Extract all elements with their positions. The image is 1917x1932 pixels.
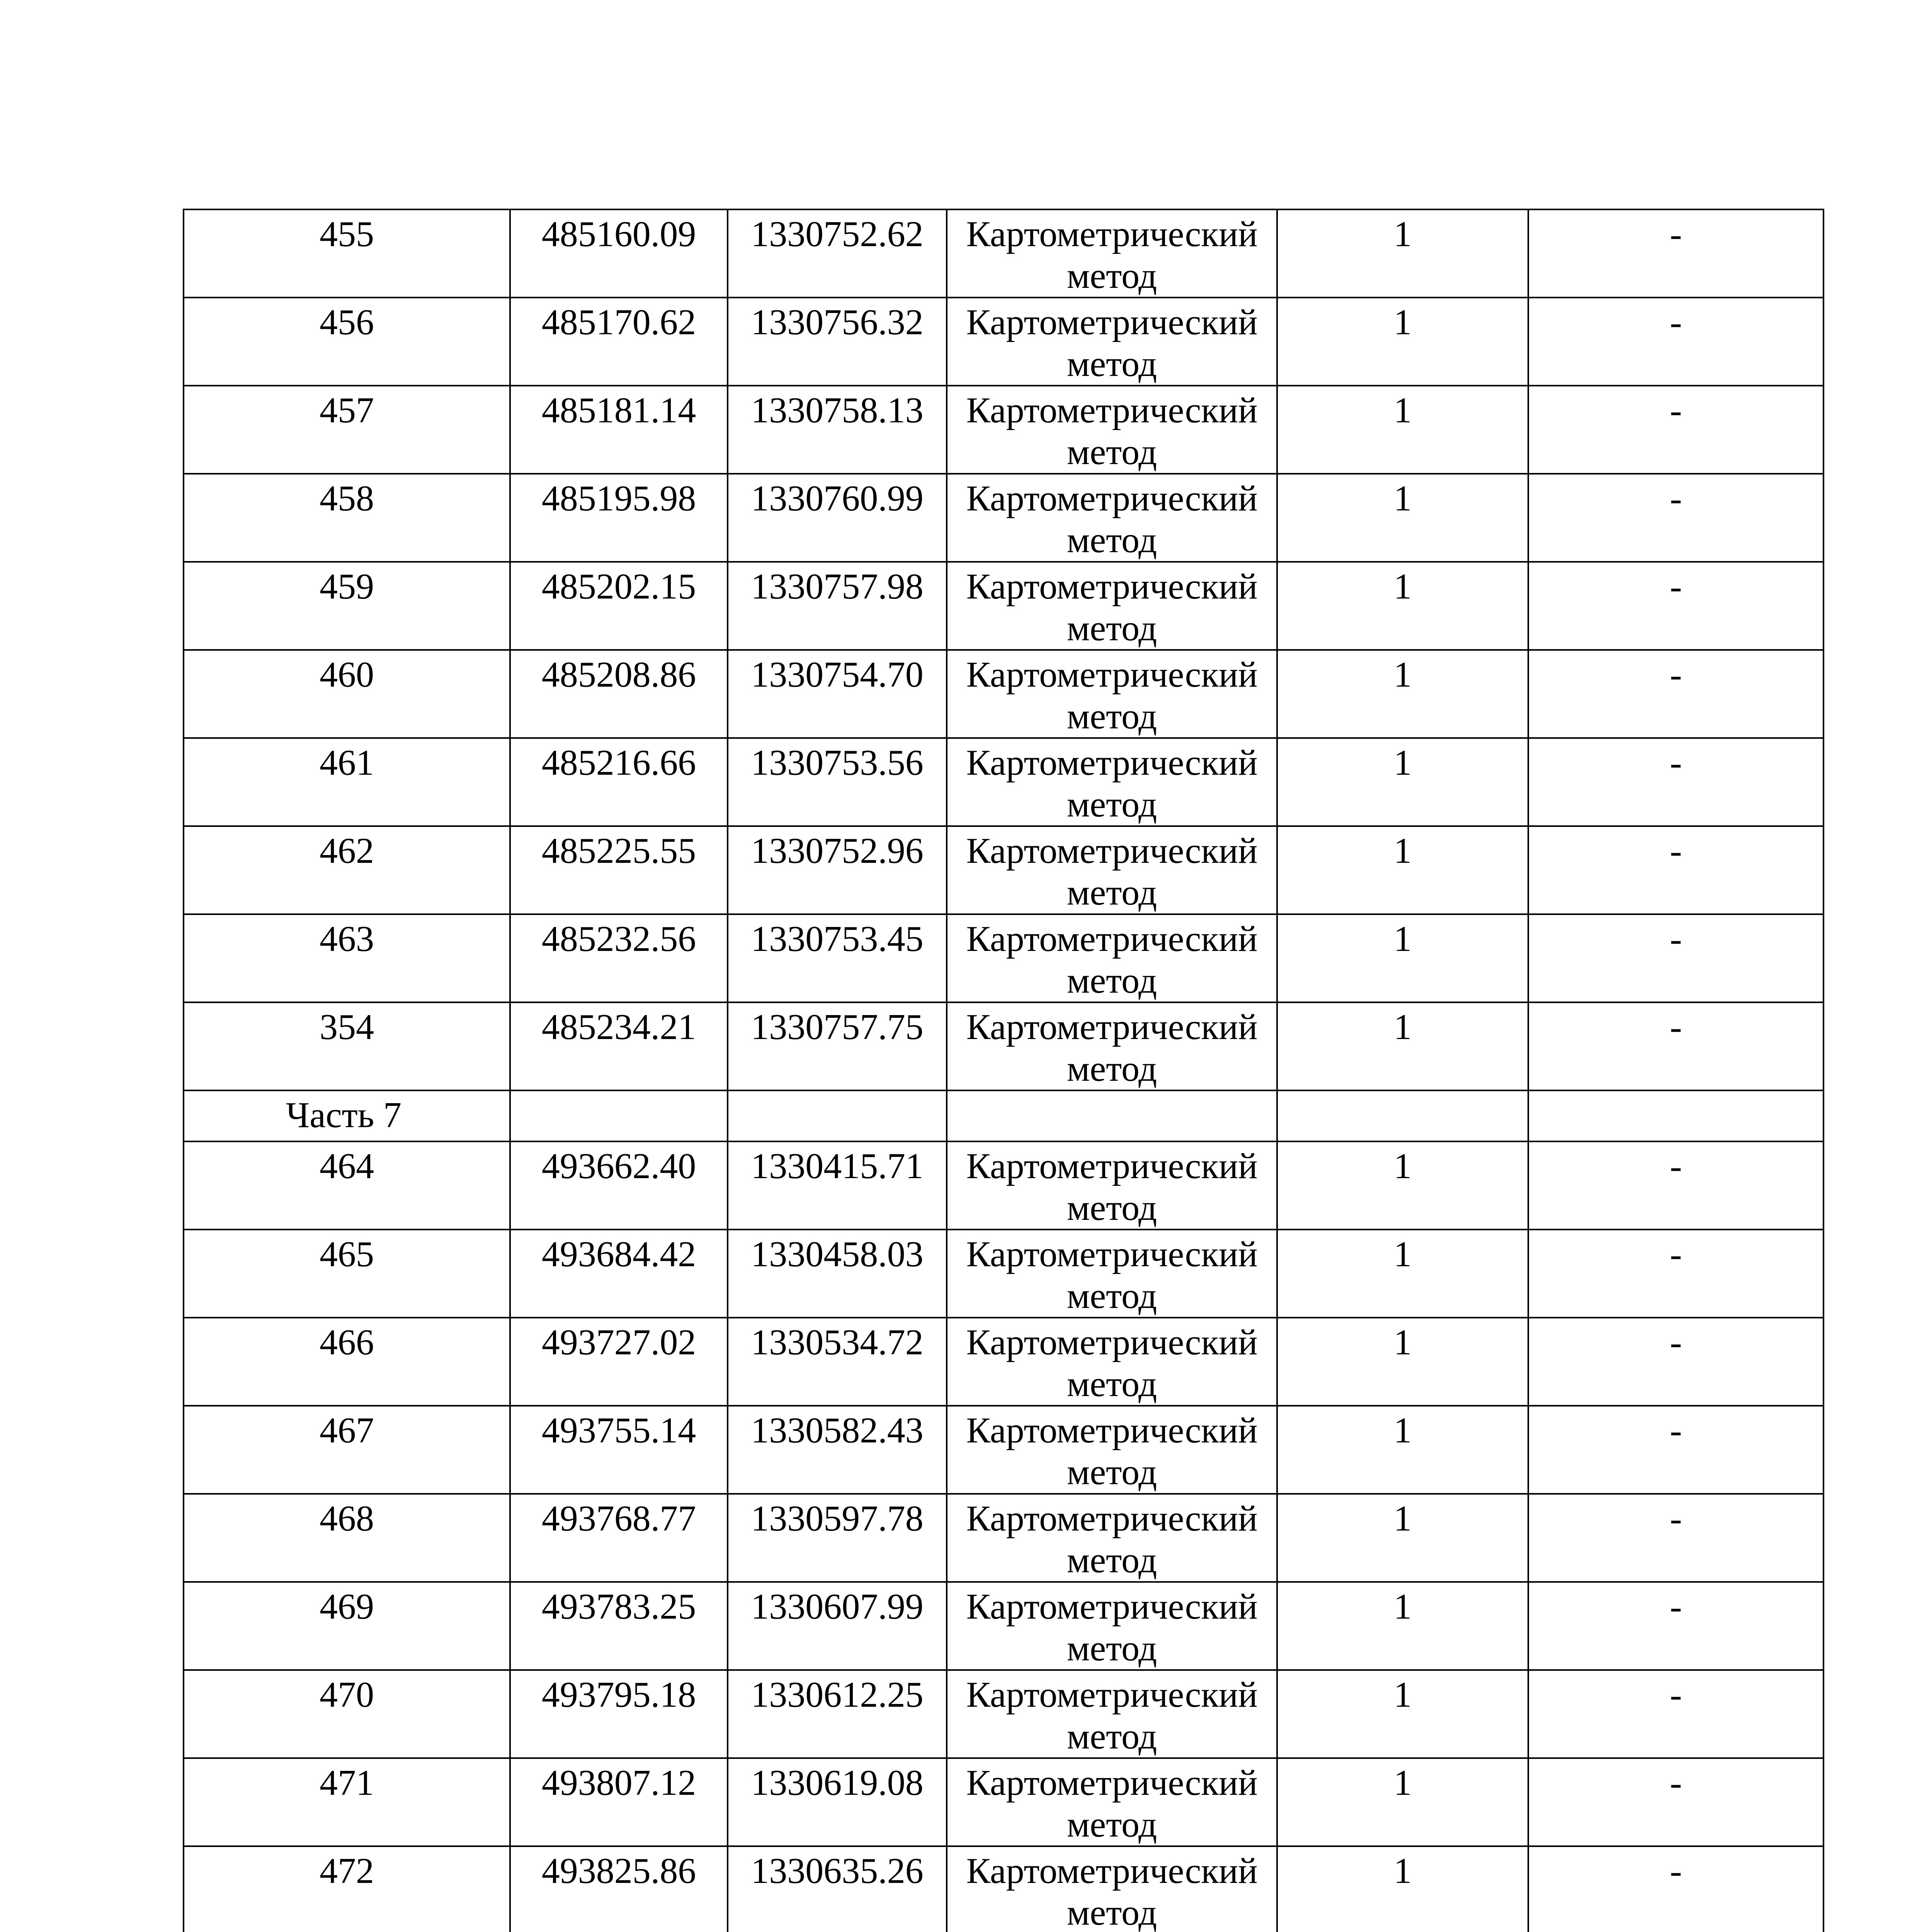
method-value: Картометрический метод [966,566,1258,648]
method-cell [947,1141,1277,1230]
point-number-cell [184,914,510,1002]
point-number-cell [184,1846,510,1932]
note-value: - [1670,302,1682,342]
point-number-cell [184,1406,510,1494]
x-coordinate-value: 493795.18 [541,1675,696,1715]
method-value: Картометрический метод [966,1146,1258,1228]
point-number-value: 354 [320,1007,374,1047]
table-row [184,1758,1823,1846]
point-number-cell [184,1582,510,1670]
method-cell [947,209,1277,298]
table-row [184,738,1823,826]
point-number-value: 467 [320,1410,374,1451]
point-number-cell [184,1758,510,1846]
point-number-value: 464 [320,1146,374,1186]
precision-value: 1 [1393,831,1412,871]
point-number-value: 463 [320,919,374,959]
precision-cell [1277,298,1528,386]
method-value: Картометрический метод [966,919,1258,1001]
table-row [184,1406,1823,1494]
method-cell [947,1002,1277,1090]
point-number-value: 456 [320,302,374,342]
note-value: - [1670,390,1682,430]
point-number-cell [184,1141,510,1230]
precision-cell [1277,562,1528,650]
y-coordinate-value: 1330752.96 [751,831,924,871]
note-cell [1528,1002,1823,1090]
table-row [184,826,1823,914]
point-number-value: 460 [320,655,374,695]
point-number-value: 472 [320,1851,374,1891]
note-value: - [1670,566,1682,607]
note-cell [1528,1406,1823,1494]
point-number-value: 470 [320,1675,374,1715]
precision-cell [1277,386,1528,474]
table-row [184,1318,1823,1406]
point-number-cell [184,474,510,562]
precision-value: 1 [1393,478,1412,519]
method-cell [947,1582,1277,1670]
coordinates-table [183,209,1824,1932]
x-coordinate-value: 485225.55 [541,831,696,871]
x-coordinate-cell [510,474,728,562]
precision-cell [1277,914,1528,1002]
x-coordinate-cell [510,1141,728,1230]
method-value: Картометрический метод [966,302,1258,384]
precision-cell [1277,1406,1528,1494]
note-value: - [1670,1007,1682,1047]
x-coordinate-cell [510,1582,728,1670]
x-coordinate-cell [510,209,728,298]
section-label-cell [184,1090,510,1141]
y-coordinate-cell [728,1582,947,1670]
x-coordinate-value: 493783.25 [541,1587,696,1627]
note-cell [1528,738,1823,826]
point-number-cell [184,1494,510,1582]
precision-cell [1277,209,1528,298]
x-coordinate-value: 493727.02 [541,1322,696,1362]
x-coordinate-value: 493807.12 [541,1763,696,1803]
y-coordinate-cell [728,1406,947,1494]
precision-value: 1 [1393,1410,1412,1451]
point-number-value: 458 [320,478,374,519]
x-coordinate-cell [510,738,728,826]
table-row [184,1670,1823,1758]
method-cell [947,1494,1277,1582]
method-value: Картометрический метод [966,1675,1258,1757]
y-coordinate-cell [728,1002,947,1090]
method-cell [947,474,1277,562]
note-value: - [1670,743,1682,783]
method-value: Картометрический метод [966,1498,1258,1580]
y-coordinate-value: 1330534.72 [751,1322,924,1362]
y-coordinate-cell [728,650,947,738]
method-cell [947,738,1277,826]
point-number-cell [184,1670,510,1758]
note-cell [1528,650,1823,738]
point-number-cell [184,298,510,386]
note-cell [1528,209,1823,298]
x-coordinate-cell [510,562,728,650]
empty-cell [1528,1090,1823,1141]
point-number-cell [184,1002,510,1090]
x-coordinate-value: 485208.86 [541,655,696,695]
x-coordinate-cell [510,1670,728,1758]
method-cell [947,298,1277,386]
x-coordinate-cell [510,1494,728,1582]
table-row [184,650,1823,738]
y-coordinate-cell [728,298,947,386]
y-coordinate-value: 1330612.25 [751,1675,924,1715]
y-coordinate-value: 1330753.45 [751,919,924,959]
x-coordinate-value: 493768.77 [541,1498,696,1539]
precision-cell [1277,738,1528,826]
point-number-value: 471 [320,1763,374,1803]
x-coordinate-cell [510,914,728,1002]
note-cell [1528,1670,1823,1758]
method-value: Картометрический метод [966,655,1258,736]
x-coordinate-cell [510,826,728,914]
note-cell [1528,914,1823,1002]
table-row [184,1494,1823,1582]
precision-value: 1 [1393,390,1412,430]
note-value: - [1670,1587,1682,1627]
method-value: Картометрический метод [966,1763,1258,1845]
empty-cell [510,1090,728,1141]
note-value: - [1670,1410,1682,1451]
method-value: Картометрический метод [966,1851,1258,1932]
note-value: - [1670,655,1682,695]
method-cell [947,650,1277,738]
table-row [184,562,1823,650]
x-coordinate-value: 485181.14 [541,390,696,430]
y-coordinate-cell [728,209,947,298]
y-coordinate-value: 1330753.56 [751,743,924,783]
table-row [184,209,1823,298]
precision-cell [1277,1002,1528,1090]
precision-value: 1 [1393,1498,1412,1539]
table-row [184,1230,1823,1318]
precision-cell [1277,1670,1528,1758]
method-cell [947,1758,1277,1846]
precision-value: 1 [1393,1007,1412,1047]
note-value: - [1670,1498,1682,1539]
section-label: Часть 7 [286,1095,401,1135]
note-value: - [1670,1763,1682,1803]
point-number-cell [184,1230,510,1318]
y-coordinate-cell [728,1141,947,1230]
x-coordinate-value: 485202.15 [541,566,696,607]
precision-cell [1277,650,1528,738]
y-coordinate-cell [728,914,947,1002]
precision-cell [1277,474,1528,562]
x-coordinate-cell [510,1758,728,1846]
y-coordinate-value: 1330754.70 [751,655,924,695]
point-number-cell [184,826,510,914]
precision-value: 1 [1393,655,1412,695]
method-cell [947,562,1277,650]
y-coordinate-value: 1330760.99 [751,478,924,519]
table-row [184,914,1823,1002]
y-coordinate-cell [728,1230,947,1318]
point-number-cell [184,209,510,298]
y-coordinate-cell [728,1758,947,1846]
method-value: Картометрический метод [966,831,1258,913]
y-coordinate-value: 1330756.32 [751,302,924,342]
x-coordinate-value: 485234.21 [541,1007,696,1047]
precision-cell [1277,1758,1528,1846]
empty-cell [728,1090,947,1141]
table-row [184,474,1823,562]
y-coordinate-cell [728,562,947,650]
y-coordinate-value: 1330752.62 [751,214,924,254]
table-row [184,298,1823,386]
method-cell [947,914,1277,1002]
point-number-cell [184,562,510,650]
point-number-cell [184,738,510,826]
precision-value: 1 [1393,919,1412,959]
precision-value: 1 [1393,302,1412,342]
coordinates-table-body [184,209,1823,1932]
method-value: Картометрический метод [966,390,1258,472]
y-coordinate-cell [728,474,947,562]
note-cell [1528,826,1823,914]
method-value: Картометрический метод [966,214,1258,296]
method-cell [947,386,1277,474]
precision-value: 1 [1393,1851,1412,1891]
table-row [184,1582,1823,1670]
method-cell [947,826,1277,914]
y-coordinate-value: 1330582.43 [751,1410,924,1451]
x-coordinate-value: 493684.42 [541,1234,696,1274]
y-coordinate-value: 1330635.26 [751,1851,924,1891]
method-value: Картометрический метод [966,1587,1258,1668]
method-value: Картометрический метод [966,1322,1258,1404]
x-coordinate-cell [510,1002,728,1090]
y-coordinate-value: 1330607.99 [751,1587,924,1627]
x-coordinate-cell [510,298,728,386]
precision-value: 1 [1393,1234,1412,1274]
x-coordinate-cell [510,1318,728,1406]
note-cell [1528,298,1823,386]
method-cell [947,1670,1277,1758]
note-value: - [1670,478,1682,519]
y-coordinate-cell [728,1670,947,1758]
point-number-value: 468 [320,1498,374,1539]
method-value: Картометрический метод [966,743,1258,825]
note-cell [1528,474,1823,562]
y-coordinate-cell [728,826,947,914]
note-value: - [1670,1851,1682,1891]
method-value: Картометрический метод [966,1234,1258,1316]
table-row [184,1141,1823,1230]
precision-value: 1 [1393,1146,1412,1186]
y-coordinate-cell [728,1494,947,1582]
x-coordinate-value: 485160.09 [541,214,696,254]
empty-cell [947,1090,1277,1141]
point-number-value: 457 [320,390,374,430]
note-value: - [1670,1675,1682,1715]
y-coordinate-value: 1330757.75 [751,1007,924,1047]
precision-value: 1 [1393,743,1412,783]
point-number-value: 461 [320,743,374,783]
x-coordinate-value: 493755.14 [541,1410,696,1451]
x-coordinate-cell [510,1846,728,1932]
x-coordinate-value: 485195.98 [541,478,696,519]
x-coordinate-cell [510,1230,728,1318]
precision-value: 1 [1393,1587,1412,1627]
point-number-cell [184,1318,510,1406]
table-row [184,1846,1823,1932]
method-value: Картометрический метод [966,1007,1258,1089]
x-coordinate-cell [510,1406,728,1494]
y-coordinate-value: 1330758.13 [751,390,924,430]
precision-cell [1277,1230,1528,1318]
note-cell [1528,1494,1823,1582]
y-coordinate-value: 1330597.78 [751,1498,924,1539]
point-number-value: 462 [320,831,374,871]
x-coordinate-cell [510,650,728,738]
precision-cell [1277,1494,1528,1582]
precision-value: 1 [1393,214,1412,254]
y-coordinate-value: 1330458.03 [751,1234,924,1274]
empty-cell [1277,1090,1528,1141]
table-row [184,1002,1823,1090]
note-value: - [1670,1146,1682,1186]
note-cell [1528,1141,1823,1230]
table-row [184,386,1823,474]
point-number-cell [184,650,510,738]
note-value: - [1670,1322,1682,1362]
precision-value: 1 [1393,1675,1412,1715]
note-cell [1528,1318,1823,1406]
note-cell [1528,1846,1823,1932]
precision-value: 1 [1393,1322,1412,1362]
y-coordinate-value: 1330619.08 [751,1763,924,1803]
note-value: - [1670,1234,1682,1274]
point-number-value: 466 [320,1322,374,1362]
x-coordinate-value: 493662.40 [541,1146,696,1186]
precision-cell [1277,1846,1528,1932]
point-number-cell [184,386,510,474]
y-coordinate-cell [728,1318,947,1406]
x-coordinate-value: 493825.86 [541,1851,696,1891]
x-coordinate-cell [510,386,728,474]
y-coordinate-cell [728,386,947,474]
point-number-value: 459 [320,566,374,607]
method-cell [947,1406,1277,1494]
method-cell [947,1230,1277,1318]
y-coordinate-cell [728,1846,947,1932]
note-value: - [1670,214,1682,254]
precision-value: 1 [1393,1763,1412,1803]
method-cell [947,1318,1277,1406]
note-cell [1528,562,1823,650]
precision-cell [1277,1141,1528,1230]
precision-value: 1 [1393,566,1412,607]
method-value: Картометрический метод [966,1410,1258,1492]
note-value: - [1670,831,1682,871]
y-coordinate-value: 1330757.98 [751,566,924,607]
x-coordinate-value: 485170.62 [541,302,696,342]
precision-cell [1277,1582,1528,1670]
note-cell [1528,1758,1823,1846]
note-cell [1528,1582,1823,1670]
x-coordinate-value: 485216.66 [541,743,696,783]
point-number-value: 455 [320,214,374,254]
x-coordinate-value: 485232.56 [541,919,696,959]
method-cell [947,1846,1277,1932]
precision-cell [1277,826,1528,914]
section-header-row [184,1090,1823,1141]
y-coordinate-cell [728,738,947,826]
note-cell [1528,1230,1823,1318]
y-coordinate-value: 1330415.71 [751,1146,924,1186]
method-value: Картометрический метод [966,478,1258,560]
note-value: - [1670,919,1682,959]
point-number-value: 465 [320,1234,374,1274]
precision-cell [1277,1318,1528,1406]
note-cell [1528,386,1823,474]
point-number-value: 469 [320,1587,374,1627]
